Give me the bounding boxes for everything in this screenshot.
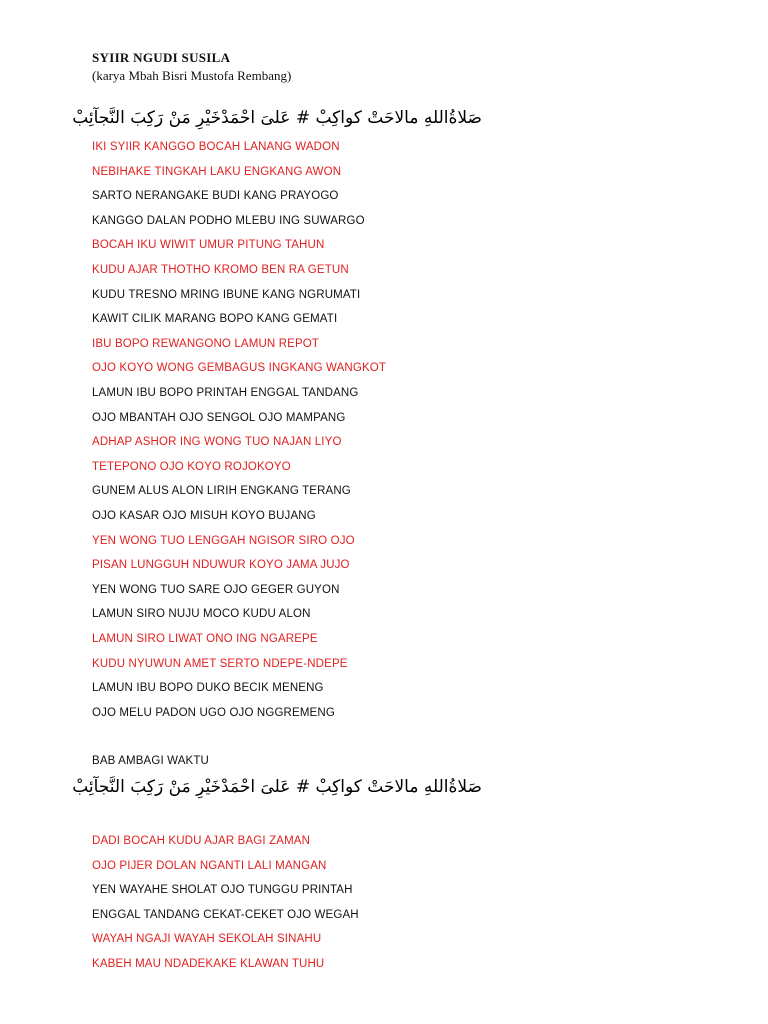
- verse-line: SARTO NERANGAKE BUDI KANG PRAYOGO: [92, 190, 339, 203]
- verse-line: LAMUN SIRO NUJU MOCO KUDU ALON: [92, 608, 311, 621]
- verse-line: YEN WONG TUO LENGGAH NGISOR SIRO OJO: [92, 534, 355, 547]
- verse-line: OJO PIJER DOLAN NGANTI LALI MANGAN: [92, 859, 327, 872]
- verse-line: BOCAH IKU WIWIT UMUR PITUNG TAHUN: [92, 239, 325, 252]
- verse-line: KANGGO DALAN PODHO MLEBU ING SUWARGO: [92, 214, 365, 227]
- arabic-verse-line-2: صَلاةُاللهِ مالاحَتْ كواكِبْ # عَلىَ احْمَدْخَيْرِ مَنْ رَكِبَ النَّجآئِبْ: [72, 777, 482, 797]
- verse-line: KAWIT CILIK MARANG BOPO KANG GEMATI: [92, 313, 338, 326]
- document-title: SYIIR NGUDI SUSILA: [92, 50, 231, 65]
- verse-line: KUDU TRESNO MRING IBUNE KANG NGRUMATI: [92, 288, 361, 301]
- verse-line: DADI BOCAH KUDU AJAR BAGI ZAMAN: [92, 835, 311, 847]
- verse-line: TETEPONO OJO KOYO ROJOKOYO: [92, 460, 291, 473]
- verse-line: IBU BOPO REWANGONO LAMUN REPOT: [92, 337, 320, 350]
- verse-line: PISAN LUNGGUH NDUWUR KOYO JAMA JUJO: [92, 559, 350, 572]
- section-heading: BAB AMBAGI WAKTU: [92, 755, 209, 767]
- verse-line: LAMUN IBU BOPO PRINTAH ENGGAL TANDANG: [92, 387, 359, 399]
- verse-line: LAMUN SIRO LIWAT ONO ING NGAREPE: [92, 633, 318, 645]
- verse-line: ENGGAL TANDANG CEKAT-CEKET OJO WEGAH: [92, 908, 359, 921]
- verse-line: NEBIHAKE TINGKAH LAKU ENGKANG AWON: [92, 165, 342, 178]
- verse-line: KABEH MAU NDADEKAKE KLAWAN TUHU: [92, 957, 325, 970]
- verse-line: YEN WAYAHE SHOLAT OJO TUNGGU PRINTAH: [92, 884, 353, 896]
- arabic-verse-line: صَلاةُاللهِ مالاحَتْ كواكِبْ # عَلىَ احْمَدْخَيْرِ مَنْ رَكِبَ النَّجآئِبْ: [72, 108, 482, 128]
- verse-line: GUNEM ALUS ALON LIRIH ENGKANG TERANG: [92, 485, 351, 498]
- verse-line: OJO MBANTAH OJO SENGOL OJO MAMPANG: [92, 411, 346, 424]
- verse-line: WAYAH NGAJI WAYAH SEKOLAH SINAHU: [92, 933, 322, 945]
- verse-line: OJO KOYO WONG GEMBAGUS INGKANG WANGKOT: [92, 362, 387, 375]
- verse-line: ADHAP ASHOR ING WONG TUO NAJAN LIYO: [92, 436, 342, 449]
- verse-line: KUDU NYUWUN AMET SERTO NDEPE-NDEPE: [92, 657, 348, 670]
- verse-line: YEN WONG TUO SARE OJO GEGER GUYON: [92, 583, 340, 596]
- document-subtitle: (karya Mbah Bisri Mustofa Rembang): [92, 68, 292, 83]
- verse-line: LAMUN IBU BOPO DUKO BECIK MENENG: [92, 682, 324, 695]
- verse-line: KUDU AJAR THOTHO KROMO BEN RA GETUN: [92, 264, 349, 276]
- verse-line: IKI SYIIR KANGGO BOCAH LANANG WADON: [92, 141, 340, 153]
- verse-line: OJO MELU PADON UGO OJO NGGREMENG: [92, 706, 335, 719]
- verse-line: OJO KASAR OJO MISUH KOYO BUJANG: [92, 510, 316, 522]
